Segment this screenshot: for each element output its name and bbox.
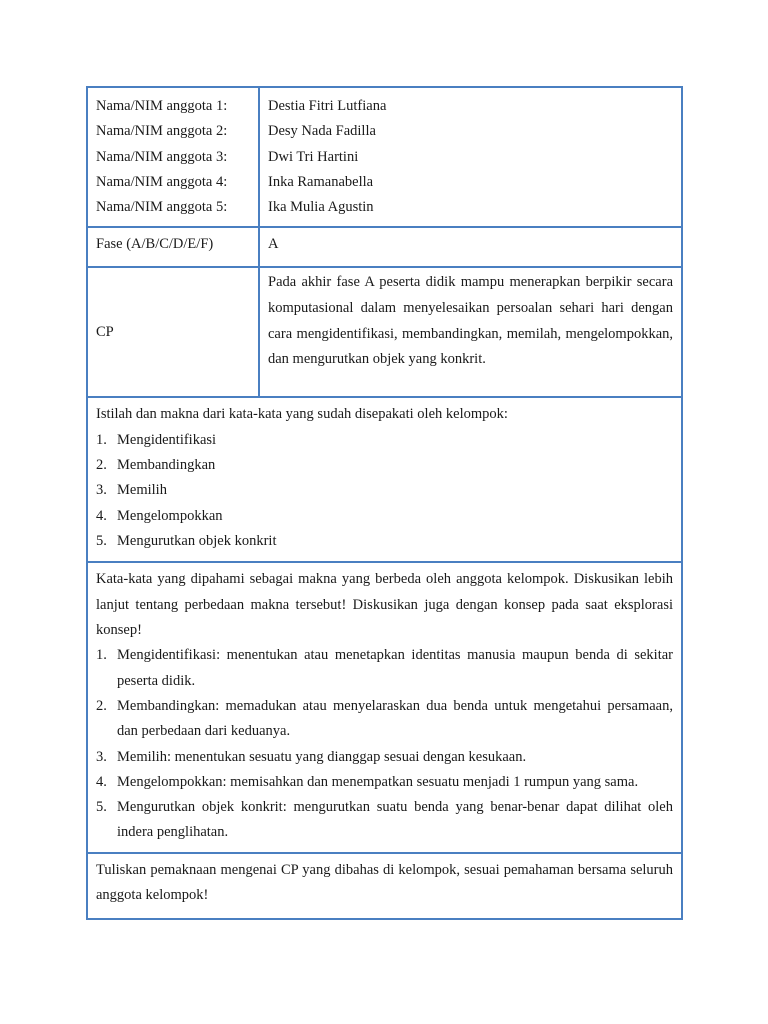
list-number: 2.	[96, 457, 107, 474]
list-item	[96, 770, 673, 795]
makna-cell	[87, 562, 682, 852]
worksheet-table	[86, 86, 683, 920]
list-number: 4.	[96, 507, 107, 524]
list-number: 4.	[96, 773, 107, 790]
list-text: Mengidentifikasi: menentukan atau menetapkan identitas manusia maupun benda di sekitar peserta didik.	[117, 647, 673, 689]
list-text: Membandingkan: memadukan atau menyelaraskan dua benda untuk mengetahui persamaan, dan perbedaan dari keduanya.	[117, 697, 673, 740]
makna-list	[96, 643, 673, 845]
makna-row	[87, 562, 682, 852]
list-text: Mengurutkan objek konkrit: mengurutkan suatu benda yang benar-benar dapat dilihat oleh indera penglihatan.	[117, 799, 673, 841]
list-text: Mengidentifikasi	[117, 431, 217, 448]
istilah-heading: Istilah dan makna dari kata-kata yang sudah disepakati oleh kelompok:	[96, 406, 508, 423]
list-item	[96, 478, 673, 503]
istilah-list	[96, 428, 673, 554]
list-number: 3.	[96, 748, 107, 765]
list-number: 1.	[96, 431, 107, 448]
member-label-2: Nama/NIM anggota 2:	[96, 123, 228, 140]
member-label-5: Nama/NIM anggota 5:	[96, 199, 228, 216]
cp-label-cell	[87, 267, 259, 397]
list-number: 3.	[96, 482, 107, 499]
fase-label-cell	[87, 227, 259, 267]
list-number: 5.	[96, 799, 107, 816]
member-name-2: Desy Nada Fadilla	[268, 123, 376, 140]
list-item	[96, 745, 673, 770]
member-label-4: Nama/NIM anggota 4:	[96, 173, 228, 190]
member-names-cell	[259, 87, 682, 227]
list-text: Memilih	[117, 482, 167, 499]
list-item	[96, 694, 673, 745]
list-item	[96, 643, 673, 694]
list-item	[96, 795, 673, 846]
list-item	[96, 504, 673, 529]
list-text: Memilih: menentukan sesuatu yang dianggap sesuai dengan kesukaan.	[117, 748, 527, 765]
istilah-cell	[87, 397, 682, 562]
list-text: Mengelompokkan	[117, 507, 223, 524]
cp-text-cell	[259, 267, 682, 397]
member-label-3: Nama/NIM anggota 3:	[96, 148, 228, 165]
istilah-row	[87, 397, 682, 562]
list-item	[96, 529, 673, 554]
list-item	[96, 453, 673, 478]
list-text: Mengelompokkan: memisahkan dan menempatkan sesuatu menjadi 1 rumpun yang sama.	[117, 773, 639, 790]
fase-value-cell	[259, 227, 682, 267]
member-name-1: Destia Fitri Lutfiana	[268, 98, 387, 114]
member-name-5: Ika Mulia Agustin	[268, 199, 374, 216]
list-item	[96, 428, 673, 453]
tulis-cell	[87, 853, 682, 919]
list-number: 5.	[96, 532, 107, 549]
cp-row	[87, 267, 682, 397]
member-labels-cell	[87, 87, 259, 227]
tulis-row	[87, 853, 682, 919]
tulis-text: Tuliskan pemaknaan mengenai CP yang dibahas di kelompok, sesuai pemahaman bersama seluruh anggota kelompok!	[96, 861, 673, 904]
fase-row	[87, 227, 682, 267]
list-text: Membandingkan	[117, 457, 216, 474]
list-text: Mengurutkan objek konkrit	[117, 532, 277, 549]
member-name-4: Inka Ramanabella	[268, 173, 374, 190]
member-name-3: Dwi Tri Hartini	[268, 148, 359, 165]
cp-label: CP	[96, 323, 114, 340]
makna-heading: Kata-kata yang dipahami sebagai makna yang berbeda oleh anggota kelompok. Diskusikan lebih lanjut tentang perbedaan makna tersebut! Diskusikan juga dengan konsep pada saat eksplorasi konsep!	[96, 571, 673, 639]
fase-label: Fase (A/B/C/D/E/F)	[96, 236, 214, 253]
cp-text: Pada akhir fase A peserta didik mampu menerapkan berpikir secara komputasional dalam menyelesaikan persoalan sehari hari dengan cara mengidentifikasi, membandingkan, memilah, mengelompokkan, dan mengurutkan objek yang konkrit.	[268, 274, 673, 368]
members-row	[87, 87, 682, 227]
fase-value: A	[268, 236, 279, 253]
member-label-1: Nama/NIM anggota 1:	[96, 98, 228, 114]
list-number: 1.	[96, 647, 107, 664]
list-number: 2.	[96, 697, 107, 714]
